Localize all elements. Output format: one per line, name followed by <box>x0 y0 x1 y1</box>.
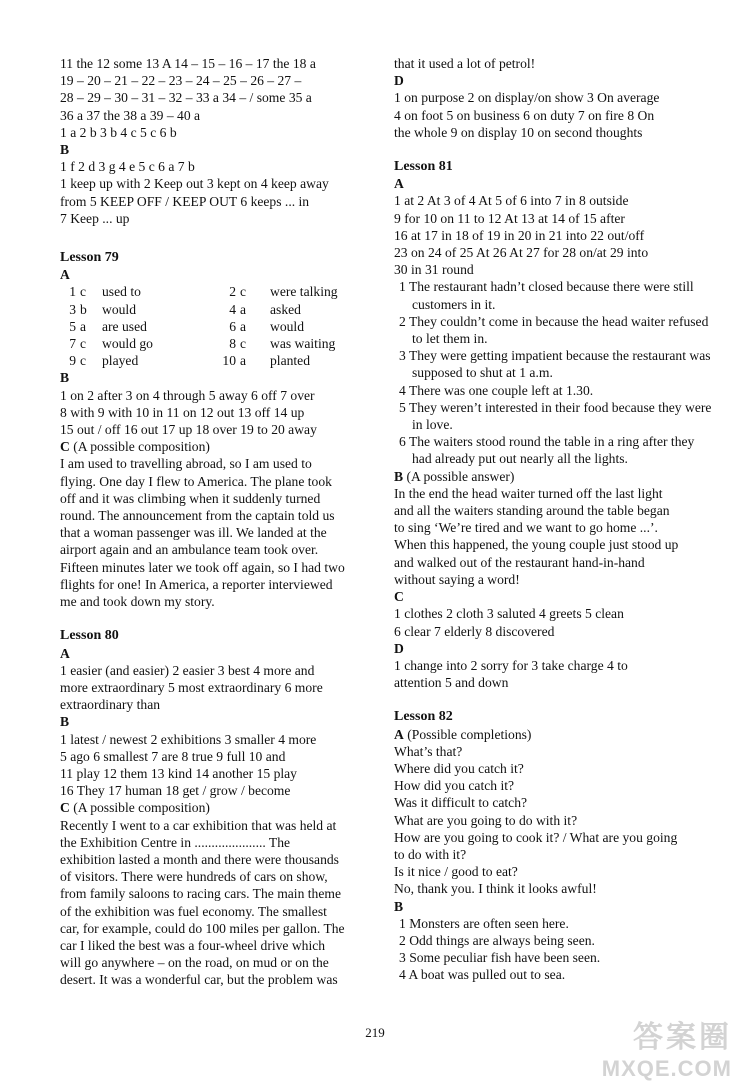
text-line: 1 change into 2 sorry for 3 take charge 4 to <box>394 657 628 673</box>
section-label: C <box>60 800 70 816</box>
text-line: 4 on foot 5 on business 6 on duty 7 on fire 8 On <box>394 107 655 123</box>
page-number: 219 <box>365 1025 385 1040</box>
text-line: 5 ago 6 smallest 7 are 8 true 9 full 10 and <box>60 748 286 764</box>
text-line: 1 a 2 b 3 b 4 c 5 c 6 b <box>60 124 177 140</box>
numbered-item: 4 There was one couple left at 1.30. <box>399 382 594 398</box>
text-line: from 5 KEEP OFF / KEEP OUT 6 keeps ... in <box>60 193 310 209</box>
text-line: What’s that? <box>394 743 463 759</box>
answer-grid <box>60 283 375 369</box>
text-line: 11 play 12 them 13 kind 14 another 15 play <box>60 765 297 781</box>
section-label: D <box>394 73 404 89</box>
item-letter: a <box>80 318 87 334</box>
text-line: 23 on 24 of 25 At 26 At 27 for 28 on/at 29 into <box>394 245 649 261</box>
text-line: How are you going to cook it? / What are you going <box>394 829 678 845</box>
text-line: car, for example, could do 100 miles per gallon. The <box>60 920 345 936</box>
item-letter: c <box>240 336 247 352</box>
text-line: extraordinary than <box>60 697 161 713</box>
section-label: A <box>394 726 404 742</box>
numbered-item: 2 Odd things are always being seen. <box>399 932 595 948</box>
section-heading <box>394 468 712 485</box>
text-line: the whole 9 on display 10 on second thoughts <box>394 124 643 140</box>
text-line: 1 latest / newest 2 exhibitions 3 smaller 4 more <box>60 731 317 747</box>
section-label: B <box>60 142 70 158</box>
text-line: What are you going to do with it? <box>394 812 578 828</box>
lesson-title: Lesson 81 <box>394 159 453 175</box>
watermark <box>602 1012 732 1082</box>
text-line: 1 easier (and easier) 2 easier 3 best 4 more and <box>60 662 315 678</box>
text-line: round. The announcement from the captain told us <box>60 508 335 524</box>
text-line: 15 out / off 16 out 17 up 18 over 19 to 20 away <box>60 422 317 438</box>
lesson-81 <box>394 158 712 691</box>
lesson-82 <box>394 708 712 983</box>
text-line: 1 at 2 At 3 of 4 At 5 of 6 into 7 in 8 outside <box>394 193 629 209</box>
text-line: 19 – 20 – 21 – 22 – 23 – 24 – 25 – 26 – 27 – <box>60 73 302 89</box>
item-letter: a <box>240 353 247 369</box>
text-line: 16 They 17 human 18 get / grow / become <box>60 783 291 799</box>
section-label: B <box>394 468 404 484</box>
item-text: used to <box>102 284 141 300</box>
numbered-item: 3 They were getting impatient because the restaurant was supposed to shut at 1 a.m. <box>399 348 711 381</box>
lesson-80 <box>60 627 375 988</box>
section-heading <box>60 438 375 455</box>
item-letter: b <box>80 301 87 317</box>
text-line: I am used to travelling abroad, so I am used to <box>60 456 312 472</box>
text-line: In the end the head waiter turned off the last light <box>394 485 663 501</box>
text-line: 30 in 31 round <box>394 262 474 278</box>
item-letter: c <box>80 336 87 352</box>
text-line: 8 with 9 with 10 in 11 on 12 out 13 off 14 up <box>60 404 305 420</box>
item-number: 2 <box>229 284 236 300</box>
text-line: How did you catch it? <box>394 778 515 794</box>
text-line: Where did you catch it? <box>394 760 524 776</box>
section-label: C <box>394 589 404 605</box>
text-line: that it used a lot of petrol! <box>394 56 536 71</box>
item-text: asked <box>270 301 301 317</box>
numbered-item: 4 A boat was pulled out to sea. <box>399 967 566 983</box>
text-line: airport again and an ambulance team took over. <box>60 542 319 558</box>
section-note: (A possible composition) <box>69 439 210 455</box>
text-line: and all the waiters standing around the table began <box>394 503 670 519</box>
text-line: 1 f 2 d 3 g 4 e 5 c 6 a 7 b <box>60 159 195 175</box>
item-text: would <box>270 318 304 334</box>
text-line: of the exhibition was fuel economy. The smallest <box>60 903 327 919</box>
text-line: without saying a word! <box>394 571 520 587</box>
item-number: 6 <box>229 318 236 334</box>
top-answers <box>60 55 375 227</box>
section-note: (A possible composition) <box>69 800 210 816</box>
text-line: more extraordinary 5 most extraordinary 6 more <box>60 679 323 695</box>
lesson-title: Lesson 82 <box>394 709 453 725</box>
lesson-title: Lesson 80 <box>60 628 119 644</box>
section-label: A <box>394 176 404 192</box>
text-line: Recently I went to a car exhibition that was held at <box>60 817 337 833</box>
text-line: off and it was climbing when it suddenly turned <box>60 490 321 506</box>
text-line: 9 for 10 on 11 to 12 At 13 at 14 of 15 after <box>394 210 625 226</box>
text-line: that a woman passenger was ill. We landed at the <box>60 525 327 541</box>
section-heading <box>60 799 375 816</box>
text-line: from family saloons to racing cars. The main theme <box>60 886 341 902</box>
text-line: flights for one! In America, a reporter interviewed <box>60 576 333 592</box>
section-label: B <box>394 898 404 914</box>
text-line: will go anywhere – on the road, on mud or on the <box>60 955 329 971</box>
text-line: me and took down my story. <box>60 594 215 610</box>
item-letter: a <box>240 301 247 317</box>
text-line: 6 clear 7 elderly 8 discovered <box>394 623 555 639</box>
section-label: B <box>60 714 70 730</box>
item-text: were talking <box>270 284 338 300</box>
item-number: 4 <box>229 301 236 317</box>
numbered-item: 2 They couldn’t come in because the head waiter refused to let them in. <box>399 313 709 347</box>
numbered-item: 1 The restaurant hadn’t closed because there were still customers in it. <box>399 279 694 312</box>
text-line: of visitors. There were hundreds of cars on show, <box>60 869 328 885</box>
watermark-logo-text: 答案圈 <box>633 1021 732 1054</box>
item-number: 3 <box>69 301 76 317</box>
section-heading <box>394 726 712 743</box>
item-text: was waiting <box>270 336 336 352</box>
text-line: Was it difficult to catch? <box>394 795 528 811</box>
numbered-item: 6 The waiters stood round the table in a ring after they had already put out nearly all the lights. <box>399 434 695 467</box>
text-line: 16 at 17 in 18 of 19 in 20 in 21 into 22 out/off <box>394 227 645 243</box>
item-number: 5 <box>69 318 76 334</box>
left-column <box>60 55 375 989</box>
text-line: and walked out of the restaurant hand-in-hand <box>394 554 645 570</box>
item-number: 9 <box>69 353 76 369</box>
item-text: played <box>102 353 139 369</box>
text-line: 7 Keep ... up <box>60 210 130 226</box>
text-line: to sing ‘We’re tired and we want to go home ...’. <box>394 520 658 536</box>
lesson-79 <box>60 249 375 610</box>
item-number: 1 <box>69 284 76 300</box>
section-note: (Possible completions) <box>403 726 532 742</box>
section-label: B <box>60 370 70 386</box>
text-line: desert. It was a wonderful car, but the problem was <box>60 972 338 988</box>
item-number: 8 <box>229 336 236 352</box>
text-line: 11 the 12 some 13 A 14 – 15 – 16 – 17 the 18 a <box>60 56 316 71</box>
text-line: the Exhibition Centre in ..................... The <box>60 834 291 850</box>
text-line: 1 clothes 2 cloth 3 saluted 4 greets 5 clean <box>394 606 624 622</box>
text-line: flying. One day I flew to America. The plane took <box>60 473 332 489</box>
numbered-item: 5 They weren’t interested in their food because they were in love. <box>399 399 712 433</box>
text-line: to do with it? <box>394 846 467 862</box>
numbered-item: 1 Monsters are often seen here. <box>399 915 569 931</box>
item-number: 7 <box>69 336 76 352</box>
lesson-title: Lesson 79 <box>60 250 119 266</box>
text-line: exhibition lasted a month and there were thousands <box>60 851 339 867</box>
item-text: would go <box>102 336 153 352</box>
text-line: 36 a 37 the 38 a 39 – 40 a <box>60 107 201 123</box>
item-text: are used <box>102 318 147 334</box>
right-column <box>394 55 712 984</box>
item-text: would <box>102 301 136 317</box>
item-letter: a <box>240 318 247 334</box>
text-line: car I liked the best was a four-wheel drive which <box>60 937 326 953</box>
numbered-item: 3 Some peculiar fish have been seen. <box>399 950 601 966</box>
text-line: Fifteen minutes later we took off again, so I had two <box>60 559 345 575</box>
section-label: D <box>394 640 404 656</box>
watermark-url: MXQE.COM <box>601 1056 732 1081</box>
text-line: 28 – 29 – 30 – 31 – 32 – 33 a 34 – / some 35 a <box>60 90 312 106</box>
item-text: planted <box>270 353 311 369</box>
text-line: attention 5 and down <box>394 675 509 691</box>
section-label: A <box>60 645 70 661</box>
section-label: A <box>60 267 70 283</box>
text-line: No, thank you. I think it looks awful! <box>394 881 597 897</box>
text-line: 1 on 2 after 3 on 4 through 5 away 6 off 7 over <box>60 387 315 403</box>
text-line: When this happened, the young couple just stood up <box>394 537 679 553</box>
section-note: (A possible answer) <box>403 468 515 484</box>
item-letter: c <box>80 353 87 369</box>
item-letter: c <box>240 284 247 300</box>
section-label: C <box>60 439 70 455</box>
item-letter: c <box>80 284 87 300</box>
text-line: 1 on purpose 2 on display/on show 3 On average <box>394 90 660 106</box>
text-line: Is it nice / good to eat? <box>394 864 518 880</box>
item-number: 10 <box>222 353 236 369</box>
text-line: 1 keep up with 2 Keep out 3 kept on 4 keep away <box>60 176 329 192</box>
